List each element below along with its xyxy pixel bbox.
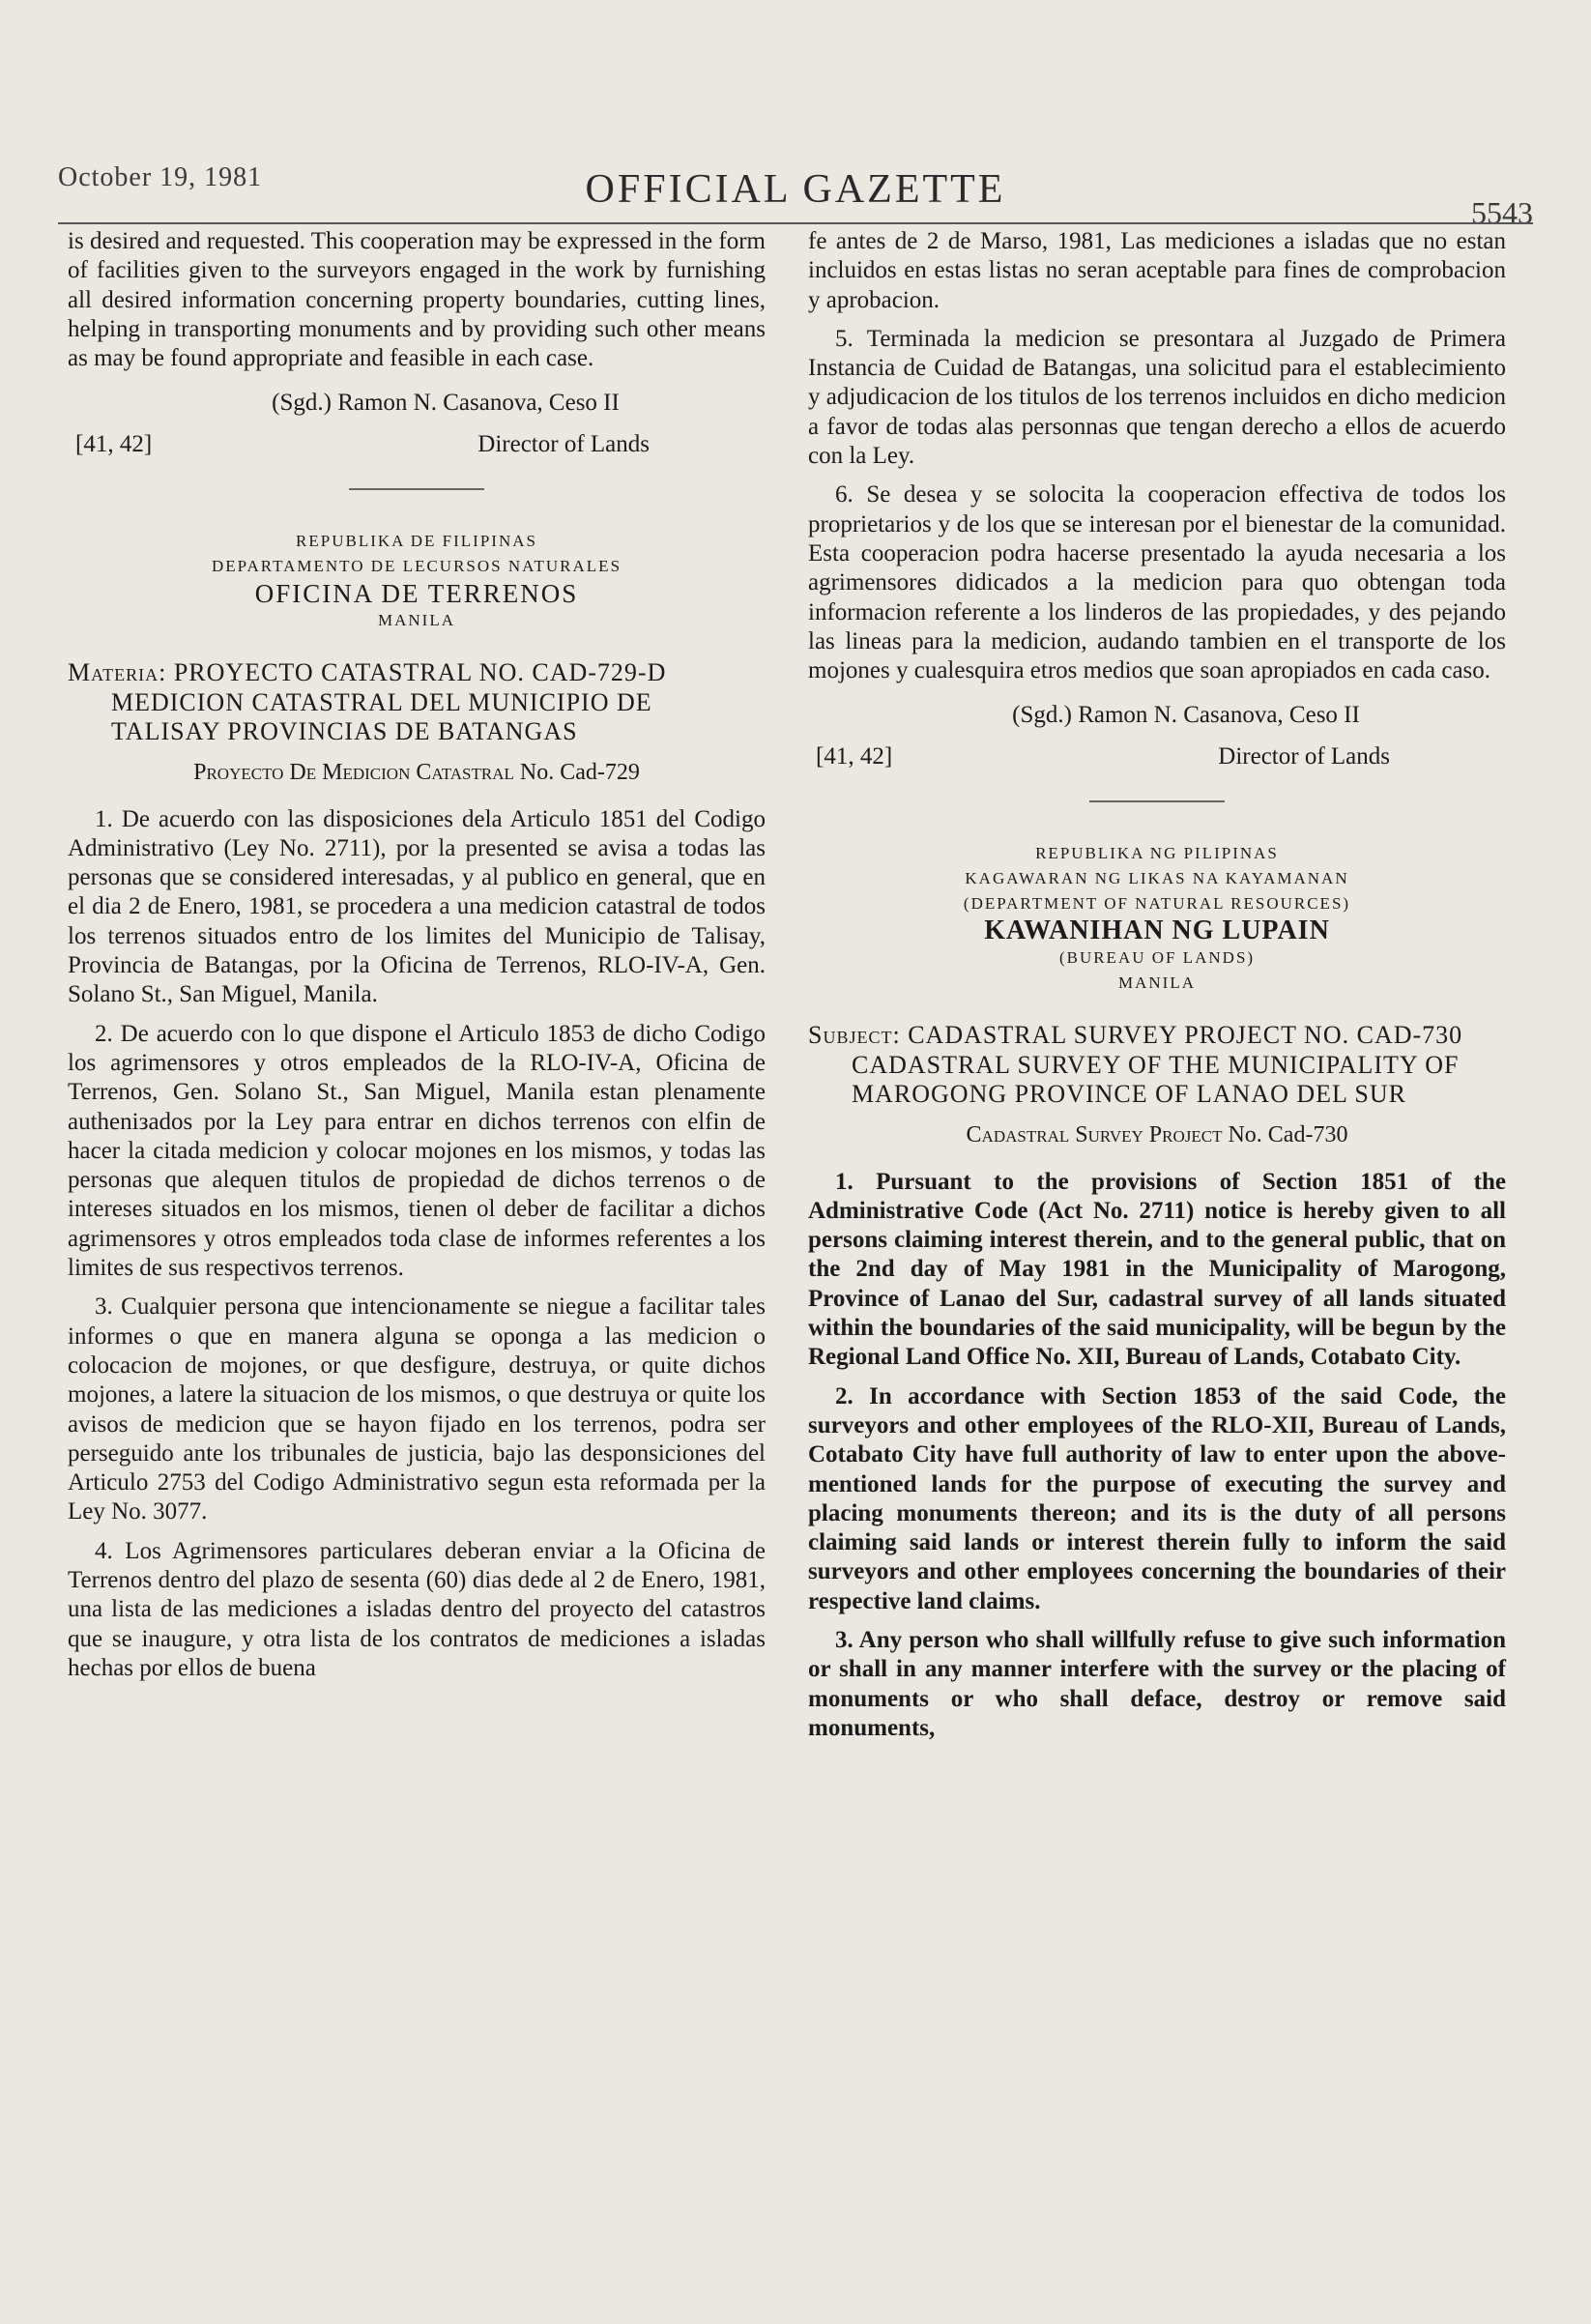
- paragraph: 6. Se desea y se solocita la cooperacion effectiva de todos los proprietarios y de los que se interesan por el bienestar de la comunidad. Esta cooperacion podra hacerse presentado la ayuda necesaria a los agrimensores didicados a la medicion para quo obtengan toda informacion referente a los linderos de las propiedades, y des pejando las lineas para la medicion, audando tambien en el transporte de los mojones y cualesquira etros medios que soan apropiados en cada caso.: [808, 481, 1506, 684]
- section-divider: [1089, 800, 1225, 802]
- project-line: [808, 1120, 1506, 1149]
- department-heading: KAGAWARAN NG LIKAS NA KAYAMANAN: [965, 869, 1349, 888]
- paragraph: 1. Pursuant to the provisions of Section 1851 of the Administrative Code (Act No. 2711) notice is hereby given to all persons claiming interest therein, and to the general public, that on the 2nd day of May 1981 in the Municipality of Marogong, Province of Lanao del Sur, cadastral survey of all lands situated within the boundaries of the said municipality, will be begun by the Regional Land Office No. XII, Bureau of Lands, Cotabato City.: [808, 1168, 1506, 1371]
- page-number: 5543: [1471, 195, 1533, 230]
- reference-numbers: [41, 42]: [816, 742, 893, 770]
- header-rule: [58, 222, 1533, 224]
- paragraph: 5. Terminada la medicion se presontara al Juzgado de Primera Instancia de Cuidad de Batangas, una solicitud para el establecimiento y adjudicacion de los titulos de los terrenos incluidos en dicho medicion a favor de todas alas personnas que tengan derecho a ellos de acuerdo con la Ley.: [808, 325, 1506, 470]
- signature-block: [808, 701, 1506, 771]
- reference-numbers: [41, 42]: [75, 430, 153, 457]
- project-number: No. Cad-729: [519, 760, 640, 786]
- section-divider: [349, 488, 484, 490]
- department-english: (DEPARTMENT OF NATURAL RESOURCES): [963, 894, 1351, 914]
- left-column: [68, 227, 766, 1693]
- subject-label: Materia:: [68, 658, 167, 687]
- signatory: (Sgd.) Ramon N. Casanova, Ceso II: [272, 390, 620, 417]
- signatory: (Sgd.) Ramon N. Casanova, Ceso II: [1012, 702, 1360, 729]
- project-line: [68, 758, 766, 787]
- paragraph: 2. In accordance with Section 1853 of the said Code, the surveyors and other employees of the RLO-XII, Bureau of Lands, Cotabato City have full authority of law to enter upon the above-mentioned lands for the purpose of executing the survey and placing monuments thereon; and its is the duty of all persons claiming said lands or interest therein fully to inform the said surveyors and other employees concerning the boundaries of their respective land claims.: [808, 1382, 1506, 1614]
- signature-block: [68, 389, 766, 459]
- project-label: Cadastral Survey Project: [966, 1122, 1223, 1148]
- office-heading: OFICINA DE TERRENOS: [254, 579, 579, 609]
- city-heading: MANILA: [378, 611, 455, 630]
- republic-heading: REPUBLIKA DE FILIPINAS: [296, 532, 537, 551]
- republic-heading: REPUBLIKA NG PILIPINAS: [1035, 844, 1279, 863]
- office-english: (BUREAU OF LANDS): [1058, 948, 1256, 968]
- page-header: [58, 145, 1533, 230]
- department-heading: DEPARTAMENTO DE LECURSOS NATURALES: [211, 557, 622, 576]
- project-label: Proyecto De Medicion Catastral: [193, 760, 514, 786]
- right-column: [808, 227, 1506, 1753]
- paragraph: 1. De acuerdo con las disposiciones dela Articulo 1851 del Codigo Administrativo (Ley No. 2711), por la presented se avisa a todas las personas que se considered interesadas, y al publico en general, que en el dia 2 de Enero, 1981, se procedera a una medicion catastral de todos los terrenos situados entro de los limites del Municipio de Talisay, Provincia de Batangas, por la Oficina de Terrenos, RLO-IV-A, Gen. Solano St., San Miguel, Manila.: [68, 805, 766, 1008]
- paragraph: 3. Cualquier persona que intencionamente se niegue a facilitar tales informes o que en manera alguna se oponga a las medicion o colocacion de mojones, or que desfigure, destruya, or quite dichos mojones, a latere la situacion de los mismos, o que destruya or quite los avisos de medicion que se hayon fijado en los terrenos, podra ser perseguido ante los tribunales de justicia, bajo las desponsiciones del Articulo 2753 del Codigo Administrativo segun esta reformada per la Ley No. 3077.: [68, 1293, 766, 1525]
- signatory-title: Director of Lands: [477, 430, 650, 457]
- issue-date: October 19, 1981: [58, 162, 263, 192]
- city-heading: MANILA: [1118, 973, 1196, 993]
- notice-subject: [68, 658, 766, 746]
- subject-text: CADASTRAL SURVEY PROJECT NO. CAD-730 CADASTRAL SURVEY OF THE MUNICIPALITY OF MAROGONG PROVINCE OF LANAO DEL SUR: [852, 1021, 1463, 1108]
- paragraph: 2. De acuerdo con lo que dispone el Articulo 1853 de dicho Codigo los agrimensores y otros empleados de la RLO-IV-A, Oficina de Terrenos, Gen. Solano St., San Miguel, Manila estan plenamente autheniзados por la Ley para entrar en dichos terrenos con elfin de hacer la citada medicion y colocar mojones en los mismos, y todas las personas que alequen titulos de propiedad de dichos terrenos o de intereses situados en los mismos, tienen ol deber de facilitar a dichos agrimensores y otros empleados toda clase de informes referentes a los limites de sus respectivos terrenos.: [68, 1020, 766, 1282]
- notice-subject: [808, 1021, 1506, 1109]
- continued-paragraph: is desired and requested. This cooperation may be expressed in the form of facilities given to the surveyors engaged in the work by furnishing all desired information concerning property boundaries, cutting lines, helping in transporting monuments and by providing such other means as may be found appropriate and feasible in each case.: [68, 228, 766, 372]
- subject-text: PROYECTO CATASTRAL NO. CAD-729-D MEDICION CATASTRAL DEL MUNICIPIO DE TALISAY PROVINCIAS DE BATANGAS: [111, 658, 667, 745]
- project-number: No. Cad-730: [1228, 1122, 1348, 1148]
- office-heading: KAWANIHAN NG LUPAIN: [984, 915, 1330, 946]
- signatory-title: Director of Lands: [1218, 742, 1390, 770]
- continued-paragraph: fe antes de 2 de Marso, 1981, Las mediciones a isladas que no estan incluidos en estas listas no seran aceptable para fines de comprobacion y aprobacion.: [808, 228, 1506, 313]
- paragraph: 3. Any person who shall willfully refuse to give such information or shall in any manner interfere with the survey or the placing of monuments or who shall deface, destroy or remove said monuments,: [808, 1626, 1506, 1741]
- publication-title: OFFICIAL GAZETTE: [585, 167, 1006, 212]
- paragraph: 4. Los Agrimensores particulares deberan enviar a la Oficina de Terrenos dentro del plazo de sesenta (60) dias dede al 2 de Enero, 1981, una lista de las mediciones a isladas dentro del proyecto del catastros que se inaugure, y otra lista de los contratos de mediciones a isladas hechas por ellos de buena: [68, 1537, 766, 1681]
- subject-label: Subject:: [808, 1021, 901, 1050]
